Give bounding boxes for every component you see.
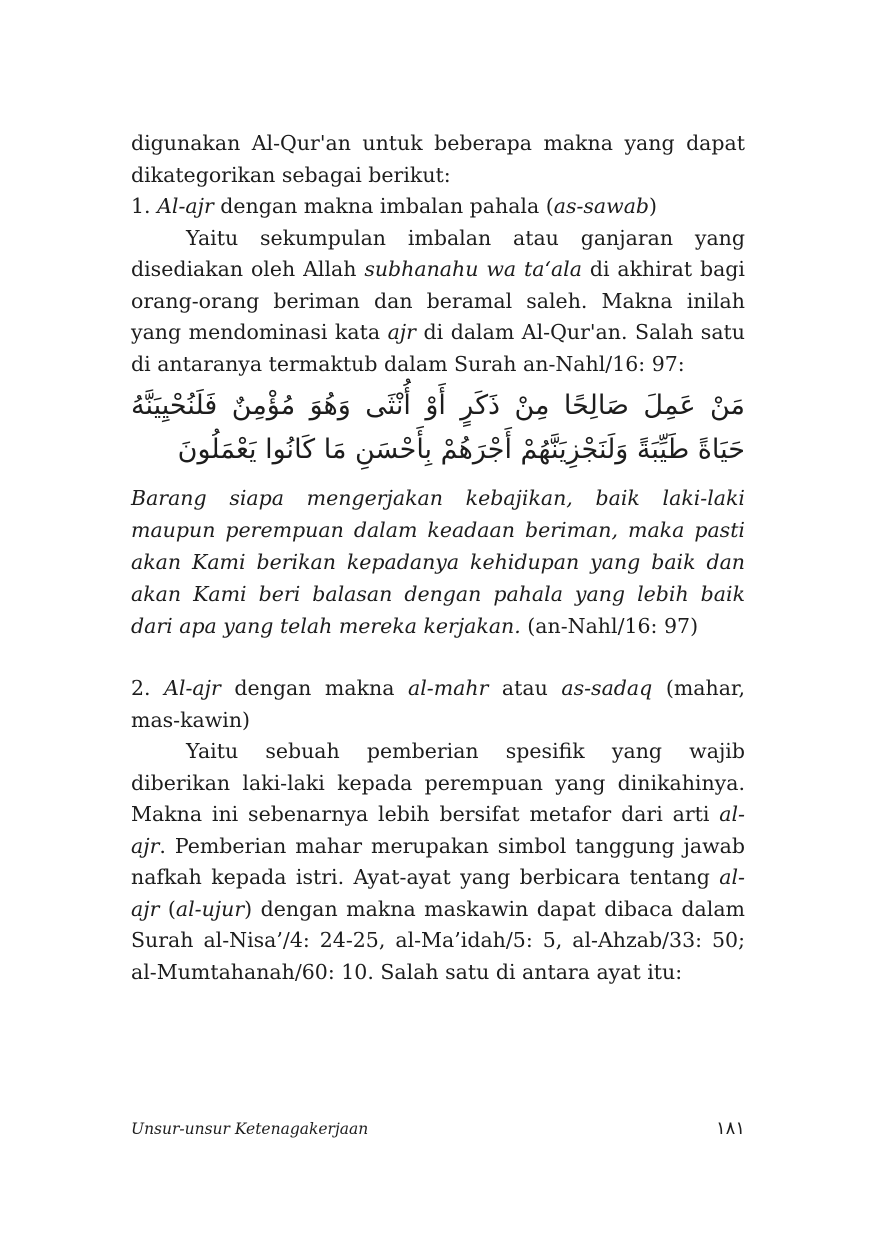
- list-number: 1.: [131, 194, 151, 218]
- text-fragment: di dalam Al-Qur'an. Salah satu di antaranya termaktub dalam Surah an-Nahl/16: 97:: [131, 320, 745, 376]
- translation-text: Barang siapa mengerjakan kebajikan, baik laki-laki maupun perempuan dalam keadaan beriman, maka pasti akan Kami berikan kepadanya kehidupan yang baik dan akan Kami beri balasan dengan pahala yang lebih baik dari apa yang telah mereka kerjakan.: [131, 486, 745, 638]
- text-fragment: dengan makna imbalan pahala (: [213, 194, 554, 218]
- verse-translation: [131, 482, 745, 642]
- term: as-sawab: [553, 194, 650, 218]
- list-item-1: [131, 191, 745, 223]
- term: Al-ajr: [164, 676, 221, 700]
- term: al-ajr: [131, 865, 745, 921]
- text-fragment: (: [159, 896, 176, 921]
- term: as-sadaq: [561, 676, 653, 700]
- text-fragment: ) dengan makna maskawin dapat dibaca dalam Surah al-Nisa’/4: 24-25, al-Ma’idah/5: 5, al-Ahzab/33: 50; al-Mumtahanah/60: 10. Salah satu di antara ayat itu:: [131, 896, 745, 984]
- text-fragment: ): [649, 194, 658, 218]
- verse-reference: (an-Nahl/16: 97): [520, 614, 699, 638]
- spacer: [131, 642, 745, 673]
- text-fragment: (mahar, mas-kawin): [131, 676, 745, 732]
- paragraph-explanation-2: [131, 736, 745, 988]
- term: subhanahu wa ta‘ala: [364, 257, 582, 281]
- running-title: Unsur-unsur Ketenagakerjaan: [131, 1120, 369, 1138]
- term: al-ujur: [175, 896, 245, 921]
- text-fragment: . Pemberian mahar merupakan simbol tanggung jawab nafkah kepada istri. Ayat-ayat yang berbicara tentang: [131, 833, 745, 889]
- text-fragment: dengan makna: [220, 676, 408, 700]
- term: al-mahr: [408, 676, 489, 700]
- term: al-ajr: [131, 802, 745, 858]
- list-number: 2.: [131, 676, 151, 700]
- list-item-2: [131, 673, 745, 736]
- paragraph-explanation-1: [131, 223, 745, 381]
- text-fragment: Yaitu sekumpulan imbalan atau ganjaran yang disediakan oleh Allah: [131, 225, 745, 281]
- term: ajr: [387, 320, 416, 344]
- term: Al-ajr: [157, 194, 214, 218]
- arabic-verse: مَنْ عَمِلَ صَالِحًا مِنْ ذَكَرٍ أَوْ أُنْثَى وَهُوَ مُؤْمِنٌ فَلَنُحْيِيَنَّهُ حَيَاةً طَيِّبَةً وَلَنَجْزِيَنَّهُمْ أَجْرَهُمْ بِأَحْسَنِ مَا كَانُوا يَعْمَلُونَ: [131, 390, 745, 465]
- text-fragment: di akhirat bagi orang-orang beriman dan beramal saleh. Makna inilah yang mendominasi kata: [131, 257, 745, 344]
- text-fragment: atau: [488, 676, 562, 700]
- page-body: [131, 128, 745, 988]
- page-number: ١٨١: [715, 1118, 745, 1139]
- text-fragment: Yaitu sebuah pemberian spesifik yang wajib diberikan laki-laki kepada perempuan yang dinikahinya. Makna ini sebenarnya lebih bersifat metafor dari arti: [131, 739, 745, 826]
- intro-paragraph: digunakan Al-Qur'an untuk beberapa makna yang dapat dikategorikan sebagai berikut:: [131, 131, 745, 187]
